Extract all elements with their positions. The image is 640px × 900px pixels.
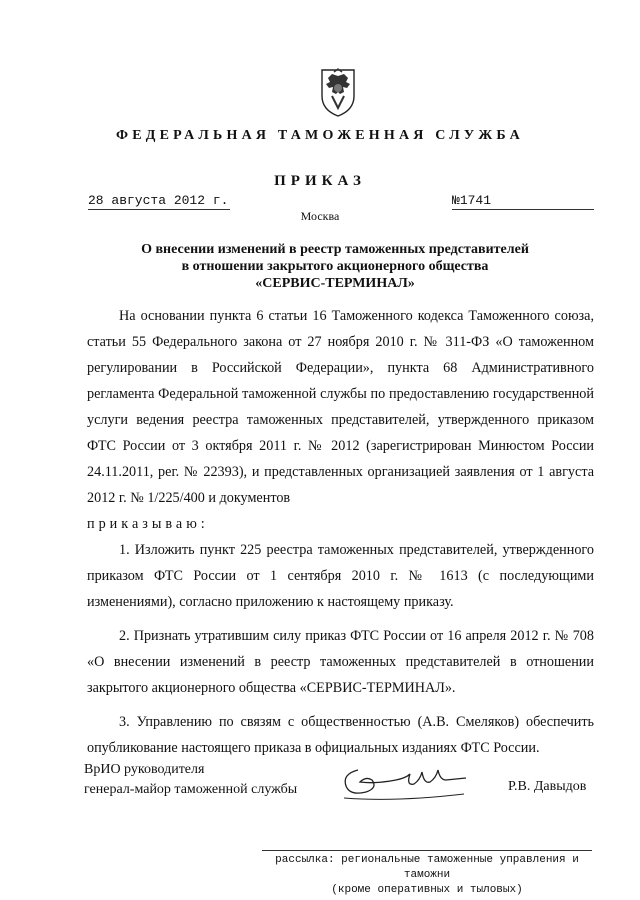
signatory-position — [84, 760, 297, 800]
handwritten-signature-icon — [336, 758, 476, 802]
position-line: генерал-майор таможенной службы — [84, 782, 298, 797]
document-subject — [110, 241, 560, 292]
document-date: 28 августа 2012 г. — [88, 193, 229, 208]
distribution-line: рассылка: региональные таможенные управления и таможни — [275, 854, 579, 881]
subject-line: «СЕРВИС-ТЕРМИНАЛ» — [255, 276, 415, 291]
signatory-name: Р.В. Давыдов — [508, 779, 587, 794]
subject-line: О внесении изменений в реестр таможенных представителей — [141, 242, 529, 257]
document-number: 1741 — [459, 193, 492, 208]
number-sign: № — [452, 193, 460, 208]
order-item-1: 1. Изложить пункт 225 реестра таможенных представителей, утвержденного приказом ФТС России от 1 сентября 2010 г. № 1613 (с последующими изменениями), согласно приложению к настоящему приказу. — [87, 542, 594, 610]
subject-line: в отношении закрытого акционерного общества — [181, 259, 489, 274]
document-type: ПРИКАЗ — [274, 173, 366, 189]
agency-title: ФЕДЕРАЛЬНАЯ ТАМОЖЕННАЯ СЛУЖБА — [116, 128, 524, 143]
order-item-3: 3. Управлению по связям с общественностью (А.В. Смеляков) обеспечить опубликование настоящего приказа в официальных изданиях ФТС России. — [87, 714, 594, 756]
document-number-field — [452, 193, 594, 210]
coat-of-arms-icon — [316, 66, 360, 118]
distribution-line: (кроме оперативных и тыловых) — [331, 884, 523, 896]
document-city: Москва — [300, 209, 340, 223]
order-item-2: 2. Признать утратившим силу приказ ФТС России от 16 апреля 2012 г. № 708 «О внесении изменений в реестр таможенных представителей в отношении закрытого акционерного общества «СЕРВИС-ТЕРМИНАЛ». — [87, 628, 594, 696]
basis-paragraph: На основании пункта 6 статьи 16 Таможенного кодекса Таможенного союза, статьи 55 Федерального закона от 27 ноября 2010 г. № 311-ФЗ «О таможенном регулировании в Российской Федерации», пункта 68 Административного регламента Федеральной таможенной службы по предоставлению государственной услуги ведения реестра таможенных представителей, утвержденного приказом ФТС России от 3 октября 2011 г. № 2012 (зарегистрирован Минюстом России 24.11.2011, рег. № 22393), и представленных организацией заявления от 1 августа 2012 г. № 1/225/400 и документов — [87, 308, 594, 506]
document-body — [87, 303, 594, 761]
distribution-list — [262, 850, 592, 898]
order-word: приказываю: — [87, 516, 209, 532]
position-line: ВрИО руководителя — [84, 762, 205, 777]
